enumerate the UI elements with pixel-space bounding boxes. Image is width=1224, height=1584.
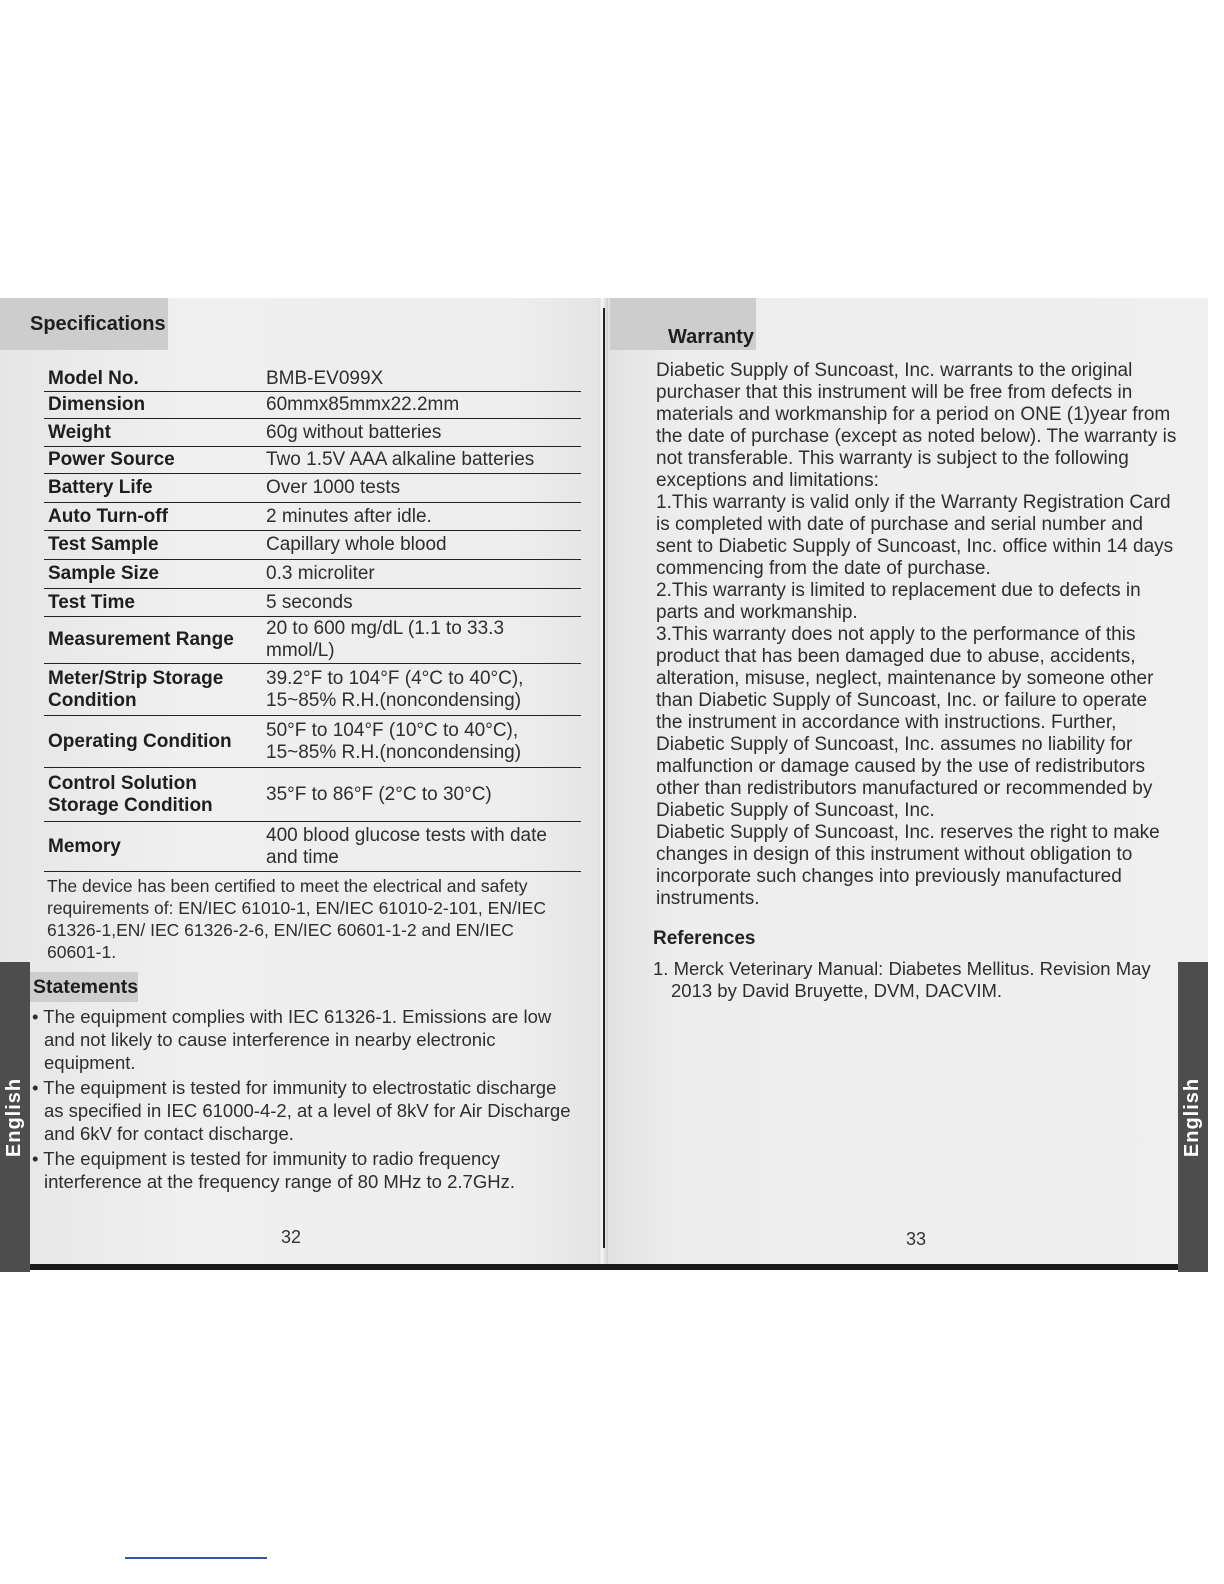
spec-value (256, 447, 581, 474)
spec-key-line: Test Time (48, 591, 135, 613)
spec-key (44, 447, 256, 474)
warranty-line: product that has been damaged due to abuse, accidents, (656, 646, 1136, 667)
side-tab-english-right (1178, 962, 1208, 1272)
spec-value-line: 0.3 microliter (266, 563, 375, 584)
statement-line: • The equipment complies with IEC 61326-1. Emissions are low (32, 1006, 552, 1027)
spec-value-line: BMB-EV099X (266, 368, 384, 389)
certification-line: requirements of: EN/IEC 61010-1, EN/IEC 61010-2-101, EN/IEC (47, 898, 546, 918)
spec-row (44, 716, 581, 768)
statement-line: as specified in IEC 61000-4-2, at a level of 8kV for Air Discharge (44, 1100, 571, 1121)
spec-value-line: 15~85% R.H.(noncondensing) (266, 689, 522, 711)
spec-value (256, 664, 581, 716)
spec-value-line: Capillary whole blood (266, 534, 447, 555)
certification-text (47, 875, 587, 963)
spec-value (256, 560, 581, 589)
spec-key-line: Battery Life (48, 477, 153, 498)
spec-key-line: Auto Turn-off (48, 505, 168, 527)
spec-row (44, 367, 581, 392)
spec-row (44, 447, 581, 474)
warranty-line: parts and workmanship. (656, 602, 858, 623)
spec-value-line: 60mmx85mmx22.2mm (266, 394, 460, 415)
reference-line: 1. Merck Veterinary Manual: Diabetes Mellitus. Revision May (653, 958, 1151, 979)
spec-value (256, 503, 581, 531)
statement-item (32, 1147, 584, 1193)
spec-key (44, 822, 256, 872)
statement-line: interference at the frequency range of 80 MHz to 2.7GHz. (44, 1171, 515, 1192)
side-tab-label: English (1181, 1077, 1204, 1157)
spec-key (44, 617, 256, 664)
spec-key (44, 768, 256, 822)
warranty-line: sent to Diabetic Supply of Suncoast, Inc. office within 14 days (656, 536, 1174, 557)
spec-row (44, 617, 581, 664)
specifications-heading (0, 298, 168, 350)
spec-key-line: Meter/Strip Storage (48, 667, 224, 689)
spec-row (44, 531, 581, 560)
warranty-line: alteration, misuse, neglect, maintenance by someone other (656, 668, 1154, 689)
warranty-line: Diabetic Supply of Suncoast, Inc. warrants to the original (656, 360, 1133, 381)
warranty-line: 2.This warranty is limited to replacement due to defects in (656, 580, 1141, 601)
spec-value-line: 35°F to 86°F (2°C to 30°C) (266, 783, 492, 805)
warranty-heading (610, 298, 756, 350)
warranty-line: the date of purchase (except as noted below). The warranty is (656, 426, 1177, 447)
page-number-left: 32 (281, 1227, 302, 1247)
statements-heading (30, 972, 138, 1002)
spec-value (256, 531, 581, 560)
spec-value-line: 60g without batteries (266, 421, 442, 443)
spec-value-line: 400 blood glucose tests with date (266, 824, 547, 846)
spec-key-line: Condition (48, 689, 137, 711)
spec-value (256, 617, 581, 664)
spec-key-line: Test Sample (48, 534, 159, 555)
spec-key (44, 367, 256, 392)
statement-line: • The equipment is tested for immunity to radio frequency (32, 1148, 500, 1169)
statement-line: equipment. (44, 1052, 136, 1073)
spec-key-line: Control Solution (48, 772, 197, 794)
spec-value (256, 822, 581, 872)
page-number-right: 33 (906, 1229, 927, 1249)
specifications-table (44, 367, 581, 872)
spec-row (44, 392, 581, 419)
spec-value (256, 367, 581, 392)
bottom-edge (0, 1264, 1208, 1270)
warranty-line: Diabetic Supply of Suncoast, Inc. assumes no liability for (656, 734, 1133, 755)
warranty-line: changes in design of this instrument without obligation to (656, 844, 1133, 865)
spec-value-line: 39.2°F to 104°F (4°C to 40°C), (266, 667, 524, 689)
spec-key (44, 560, 256, 589)
statement-item (32, 1005, 584, 1074)
spec-key (44, 503, 256, 531)
spec-row (44, 664, 581, 716)
spec-key-line: Power Source (48, 449, 175, 470)
warranty-line: incorporate such changes into previously manufactured (656, 866, 1122, 887)
spec-key (44, 716, 256, 768)
warranty-text (656, 360, 1196, 910)
spec-value (256, 716, 581, 768)
warranty-line: malfunction or damage caused by the use of redistributors (656, 756, 1145, 777)
statements-heading-text: Statements (33, 975, 139, 998)
statement-line: and 6kV for contact discharge. (44, 1123, 294, 1144)
side-tab-label: English (3, 1077, 26, 1157)
certification-line: 61326-1,EN/ IEC 61326-2-6, EN/IEC 60601-1-2 and EN/IEC (47, 920, 514, 940)
statement-line: and not likely to cause interference in nearby electronic (44, 1029, 496, 1050)
warranty-line: is completed with date of purchase and serial number and (656, 514, 1143, 535)
spec-value (256, 419, 581, 447)
spec-key (44, 474, 256, 503)
spec-value-line: Over 1000 tests (266, 477, 401, 498)
warranty-line: instruments. (656, 888, 760, 909)
warranty-line: 1.This warranty is valid only if the Warranty Registration Card (656, 492, 1171, 513)
spec-value-line: Two 1.5V AAA alkaline batteries (266, 449, 535, 470)
warranty-line: exceptions and limitations: (656, 470, 879, 491)
warranty-line: the instrument in accordance with instructions. Further, (656, 712, 1117, 733)
warranty-line: 3.This warranty does not apply to the performance of this (656, 624, 1136, 645)
spec-key (44, 589, 256, 617)
statement-item (32, 1076, 584, 1145)
warranty-line: commencing from the date of purchase. (656, 558, 991, 579)
spec-value-line: 50°F to 104°F (10°C to 40°C), (266, 719, 519, 741)
spec-value (256, 768, 581, 822)
spec-row (44, 822, 581, 872)
spec-row (44, 419, 581, 447)
spec-value-line: 15~85% R.H.(noncondensing) (266, 741, 522, 763)
spec-value-line: 2 minutes after idle. (266, 505, 432, 527)
spec-key-line: Sample Size (48, 563, 159, 584)
side-tab-english-left (0, 962, 30, 1272)
warranty-line: not transferable. This warranty is subject to the following (656, 448, 1129, 469)
spec-row (44, 474, 581, 503)
references-heading: References (653, 928, 756, 949)
warranty-line: than Diabetic Supply of Suncoast, Inc. or failure to operate (656, 690, 1148, 711)
footer-link-underline (125, 1557, 267, 1559)
spec-key-line: Measurement Range (48, 629, 234, 650)
spec-row (44, 589, 581, 617)
spec-value (256, 392, 581, 419)
spec-key (44, 531, 256, 560)
warranty-line: purchaser that this instrument will be free from defects in (656, 382, 1133, 403)
spec-key-line: Memory (48, 835, 121, 857)
spec-row (44, 503, 581, 531)
spec-key-line: Operating Condition (48, 730, 232, 752)
spec-value-line: and time (266, 846, 339, 868)
spec-value (256, 474, 581, 503)
warranty-line: other than redistributors manufactured or recommended by (656, 778, 1153, 799)
certification-line: 60601-1. (47, 942, 117, 962)
spec-key-line: Dimension (48, 394, 146, 415)
spec-key (44, 419, 256, 447)
warranty-line: Diabetic Supply of Suncoast, Inc. reserves the right to make (656, 822, 1160, 843)
spec-value-line: 20 to 600 mg/dL (1.1 to 33.3 mmol/L) (266, 618, 505, 661)
warranty-line: materials and workmanship for a period on ONE (1)year from (656, 404, 1171, 425)
spec-row (44, 560, 581, 589)
spec-key-line: Weight (48, 421, 111, 443)
warranty-heading-text: Warranty (668, 325, 754, 348)
certification-line: The device has been certified to meet the electrical and safety (47, 876, 528, 896)
spec-row (44, 768, 581, 822)
statement-line: • The equipment is tested for immunity to electrostatic discharge (32, 1077, 557, 1098)
references-list (653, 958, 1173, 1002)
spec-key-line: Storage Condition (48, 794, 213, 816)
spec-value (256, 589, 581, 617)
spec-key (44, 664, 256, 716)
spec-value-line: 5 seconds (266, 591, 353, 613)
warranty-line: Diabetic Supply of Suncoast, Inc. (656, 800, 935, 821)
reference-line: 2013 by David Bruyette, DVM, DACVIM. (671, 980, 1003, 1001)
spec-key-line: Model No. (48, 368, 139, 389)
spec-key (44, 392, 256, 419)
gutter-line (603, 308, 605, 1248)
specifications-heading-text: Specifications (30, 312, 166, 335)
